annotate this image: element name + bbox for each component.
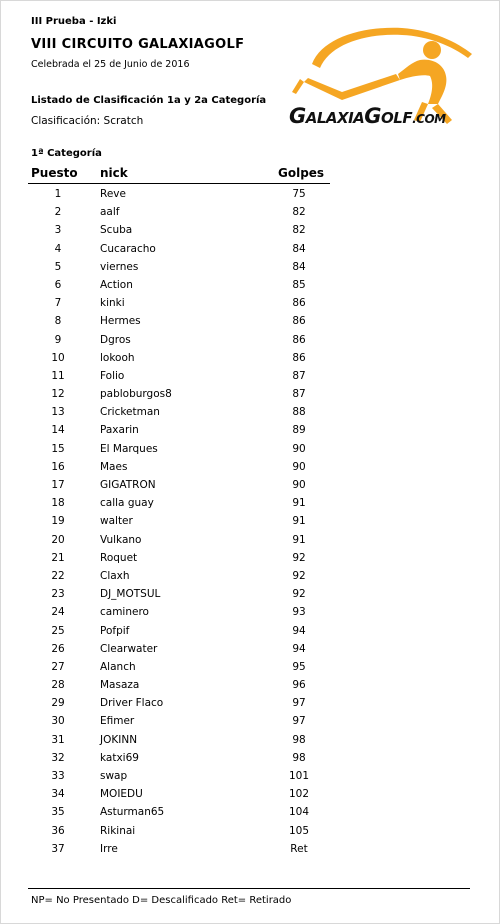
row-score: 87 <box>292 388 306 401</box>
row-score: 88 <box>292 406 306 419</box>
table-row <box>0 605 500 623</box>
table-row <box>0 423 500 441</box>
row-position: 33 <box>51 770 65 782</box>
row-position: 7 <box>54 297 62 310</box>
row-position: 6 <box>54 278 62 291</box>
column-header-nick: nick <box>100 166 128 180</box>
row-score: 82 <box>292 206 306 219</box>
row-position: 5 <box>54 260 62 273</box>
table-row <box>0 369 500 387</box>
table-row <box>0 478 500 496</box>
row-nick: Masaza <box>100 679 140 692</box>
row-position: 15 <box>51 442 65 455</box>
row-nick: pabloburgos8 <box>100 388 172 401</box>
row-position: 4 <box>54 242 62 255</box>
row-nick: Vulkano <box>100 533 142 546</box>
row-position: 28 <box>51 679 65 692</box>
row-position: 14 <box>51 424 65 437</box>
row-position: 19 <box>51 515 65 528</box>
row-position: 35 <box>51 806 65 819</box>
table-row <box>0 642 500 660</box>
row-position: 18 <box>51 497 65 510</box>
row-score: Ret <box>290 842 308 855</box>
row-position: 12 <box>51 388 65 401</box>
table-row <box>0 787 500 805</box>
row-score: 86 <box>292 351 306 364</box>
row-position: 36 <box>51 824 65 837</box>
row-position: 24 <box>51 606 65 619</box>
row-score: 91 <box>292 497 306 510</box>
row-score: 94 <box>292 642 306 655</box>
table-row <box>0 660 500 678</box>
table-row <box>0 805 500 823</box>
category-title: 1ª Categoría <box>31 148 102 159</box>
row-score: 87 <box>292 369 306 382</box>
row-score: 86 <box>292 297 306 310</box>
row-position: 30 <box>51 715 65 728</box>
row-nick: Scuba <box>100 224 133 237</box>
table-row <box>0 333 500 351</box>
row-nick: Cricketman <box>100 406 160 419</box>
row-nick: Driver Flaco <box>100 697 164 710</box>
row-position: 26 <box>51 642 65 655</box>
row-position: 8 <box>54 315 62 328</box>
row-position: 1 <box>54 188 62 200</box>
row-score: 75 <box>292 188 306 200</box>
row-score: 102 <box>288 788 310 801</box>
row-nick: kinki <box>100 297 125 310</box>
row-score: 96 <box>292 679 306 692</box>
row-score: 97 <box>292 715 306 728</box>
table-row <box>0 187 500 205</box>
table-row <box>0 842 500 860</box>
row-nick: Pofpif <box>100 624 130 637</box>
row-score: 105 <box>288 824 310 837</box>
table-row <box>0 824 500 842</box>
table-row <box>0 496 500 514</box>
row-position: 37 <box>51 842 65 855</box>
table-row <box>0 696 500 714</box>
row-position: 27 <box>51 660 65 673</box>
event-date: Celebrada el 25 de Junio de 2016 <box>31 59 190 70</box>
row-position: 10 <box>51 351 65 364</box>
row-position: 17 <box>51 479 65 491</box>
header-divider <box>28 183 330 184</box>
table-row <box>0 460 500 478</box>
row-score: 92 <box>292 551 306 564</box>
row-position: 34 <box>51 788 65 801</box>
table-row <box>0 733 500 751</box>
results-table <box>0 187 500 860</box>
row-nick: swap <box>100 770 128 782</box>
row-score: 91 <box>292 515 306 528</box>
row-nick: MOIEDU <box>100 788 143 801</box>
table-row <box>0 569 500 587</box>
table-row <box>0 351 500 369</box>
row-score: 85 <box>292 278 306 291</box>
row-nick: Cucaracho <box>100 242 156 255</box>
table-row <box>0 714 500 732</box>
row-nick: calla guay <box>100 497 154 510</box>
table-row <box>0 223 500 241</box>
table-row <box>0 405 500 423</box>
classification-type: Clasificación: Scratch <box>31 115 144 127</box>
table-row <box>0 551 500 569</box>
row-score: 94 <box>292 624 306 637</box>
row-nick: Efimer <box>100 715 135 728</box>
row-score: 101 <box>288 770 310 782</box>
table-row <box>0 678 500 696</box>
row-nick: Asturman65 <box>100 806 165 819</box>
row-score: 93 <box>292 606 306 619</box>
row-nick: Claxh <box>100 569 130 582</box>
table-row <box>0 260 500 278</box>
row-nick: JOKINN <box>100 733 138 746</box>
row-nick: Folio <box>100 369 125 382</box>
row-position: 23 <box>51 588 65 601</box>
row-position: 2 <box>54 206 62 219</box>
row-position: 11 <box>51 369 65 382</box>
row-position: 3 <box>54 224 62 237</box>
table-row <box>0 387 500 405</box>
row-score: 86 <box>292 315 306 328</box>
row-nick: Reve <box>100 188 126 200</box>
row-score: 97 <box>292 697 306 710</box>
row-score: 95 <box>292 660 306 673</box>
row-nick: Alanch <box>100 660 136 673</box>
row-nick: aalf <box>100 206 120 219</box>
galaxiagolf-logo-text: GALAXIAGOLF.COM <box>289 104 446 128</box>
row-position: 29 <box>51 697 65 710</box>
table-row <box>0 205 500 223</box>
row-nick: Dgros <box>100 333 131 346</box>
listing-title: Listado de Clasificación 1a y 2a Categoría <box>31 95 267 106</box>
row-score: 86 <box>292 333 306 346</box>
row-position: 22 <box>51 569 65 582</box>
row-score: 98 <box>292 751 306 764</box>
row-score: 90 <box>292 442 306 455</box>
row-position: 13 <box>51 406 65 419</box>
row-position: 32 <box>51 751 65 764</box>
table-row <box>0 442 500 460</box>
row-score: 91 <box>292 533 306 546</box>
table-row <box>0 769 500 787</box>
table-row <box>0 314 500 332</box>
legend-footer: NP= No Presentado D= Descalificado Ret= Retirado <box>31 895 292 906</box>
row-score: 98 <box>292 733 306 746</box>
row-score: 104 <box>288 806 310 819</box>
table-row <box>0 514 500 532</box>
row-nick: caminero <box>100 606 149 619</box>
row-score: 89 <box>292 424 306 437</box>
row-score: 90 <box>292 460 306 473</box>
row-nick: Roquet <box>100 551 138 564</box>
row-nick: El Marques <box>100 442 158 455</box>
table-row <box>0 242 500 260</box>
row-score: 84 <box>292 260 306 273</box>
row-score: 82 <box>292 224 306 237</box>
row-score: 92 <box>292 569 306 582</box>
table-row <box>0 751 500 769</box>
column-header-puesto: Puesto <box>31 166 78 180</box>
row-nick: Paxarin <box>100 424 139 437</box>
table-row <box>0 278 500 296</box>
table-row <box>0 296 500 314</box>
row-position: 20 <box>51 533 65 546</box>
row-nick: lokooh <box>100 351 135 364</box>
row-position: 31 <box>51 733 65 746</box>
row-nick: walter <box>100 515 133 528</box>
row-nick: Hermes <box>100 315 141 328</box>
row-nick: DJ_MOTSUL <box>100 588 161 601</box>
row-score: 90 <box>292 479 306 491</box>
row-score: 84 <box>292 242 306 255</box>
row-nick: Irre <box>100 842 118 855</box>
row-nick: katxi69 <box>100 751 139 764</box>
row-score: 92 <box>292 588 306 601</box>
row-position: 9 <box>54 333 62 346</box>
row-nick: Maes <box>100 460 128 473</box>
circuit-title: VIII CIRCUITO GALAXIAGOLF <box>31 37 245 52</box>
table-row <box>0 587 500 605</box>
row-nick: viernes <box>100 260 139 273</box>
row-position: 16 <box>51 460 65 473</box>
event-title: III Prueba - Izki <box>31 16 117 27</box>
row-position: 21 <box>51 551 65 564</box>
table-row <box>0 624 500 642</box>
table-row <box>0 533 500 551</box>
row-nick: Rikinai <box>100 824 136 837</box>
row-nick: Action <box>100 278 133 291</box>
row-nick: GIGATRON <box>100 479 156 491</box>
column-header-golpes: Golpes <box>278 166 325 180</box>
row-position: 25 <box>51 624 65 637</box>
row-nick: Clearwater <box>100 642 158 655</box>
footer-divider <box>28 888 470 889</box>
